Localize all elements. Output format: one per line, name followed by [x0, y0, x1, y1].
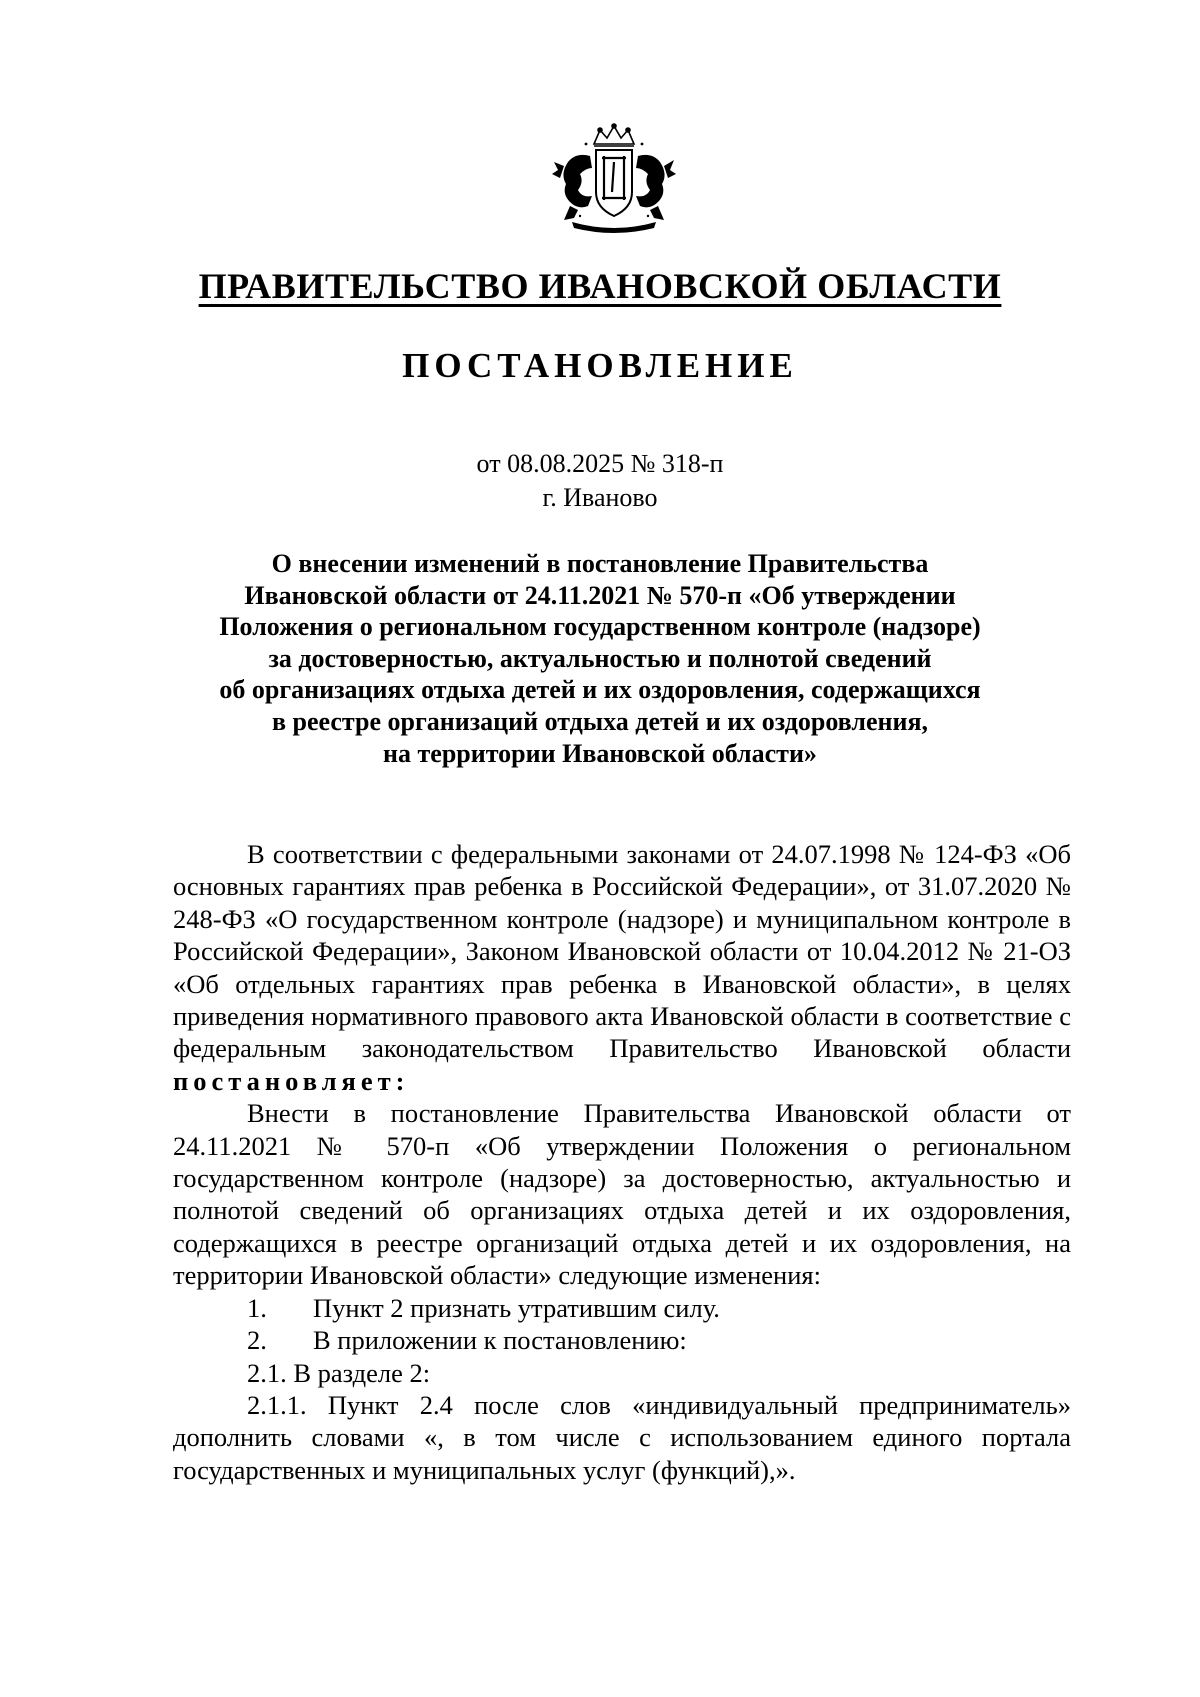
document-meta [0, 447, 1200, 515]
document-type: ПОСТАНОВЛЕНИЕ [402, 346, 798, 385]
item-number: 2. [247, 1325, 267, 1356]
city: г. Иваново [542, 483, 658, 512]
subitem-paragraph: 2.1. В разделе 2: [247, 1357, 431, 1388]
item-text: В приложении к постановлению: [313, 1325, 687, 1356]
intro-paragraph: Внести в постановление Правительства Ивановской области от 24.11.2021 № 570-п «Об утверждении Положения о региональном государственном контроле (надзоре) за достоверностью, актуальностью и полнотой сведений об организациях отдыха детей и их оздоровления, содержащихся в реестре организаций отдыха детей и их оздоровления, на территории Ивановской области» следующие изменения: [173, 1098, 1071, 1291]
item-number: 1. [247, 1292, 267, 1323]
list-item [173, 1324, 1071, 1356]
government-name: ПРАВИТЕЛЬСТВО ИВАНОВСКОЙ ОБЛАСТИ [198, 266, 1002, 306]
ivanovo-region-coat-of-arms-icon [550, 122, 678, 234]
subject-line: в реестре организаций отдыха детей и их оздоровления, [271, 706, 929, 736]
preamble-paragraph [173, 838, 1071, 1097]
list-item [173, 1292, 1071, 1324]
subject-line: О внесении изменений в постановление Правительства [271, 549, 929, 578]
decree-word: постановляет: [173, 1065, 410, 1096]
subject-line: об организациях отдыха детей и их оздоровления, содержащихся [219, 675, 981, 705]
subject-line: Ивановской области от 24.11.2021 № 570-п «Об утверждении [244, 580, 956, 610]
subitem-paragraph: 2.1.1. Пункт 2.4 после слов «индивидуальный предприниматель» дополнить словами «, в том числе с использованием единого портала государственных и муниципальных услуг (функций),». [173, 1389, 1071, 1485]
subject-line: за достоверностью, актуальностью и полнотой сведений [268, 643, 932, 673]
item-text: Пункт 2 признать утратившим силу. [313, 1292, 720, 1323]
subject-line: Положения о региональном государственном контроле (надзоре) [219, 612, 981, 642]
document-body [173, 838, 1071, 1486]
date-number: от 08.08.2025 № 318-п [476, 449, 724, 478]
preamble-text: В соответствии с федеральными законами от 24.07.1998 № 124-ФЗ «Об основных гарантиях прав ребенка в Российской Федерации», от 31.07.2020 № 248-ФЗ «О государственном контроле (надзоре) и муниципальном контроле в Российской Федерации», Законом Ивановской области от 10.04.2012 № 21-ОЗ «Об отдельных гарантиях прав ребенка в Ивановской области», в целях приведения нормативного правового акта Ивановской области в соответствие с федеральным законодательством Правительство Ивановской области [173, 839, 1071, 1064]
document-subject [140, 548, 1060, 769]
subject-line: на территории Ивановской области» [383, 738, 817, 768]
